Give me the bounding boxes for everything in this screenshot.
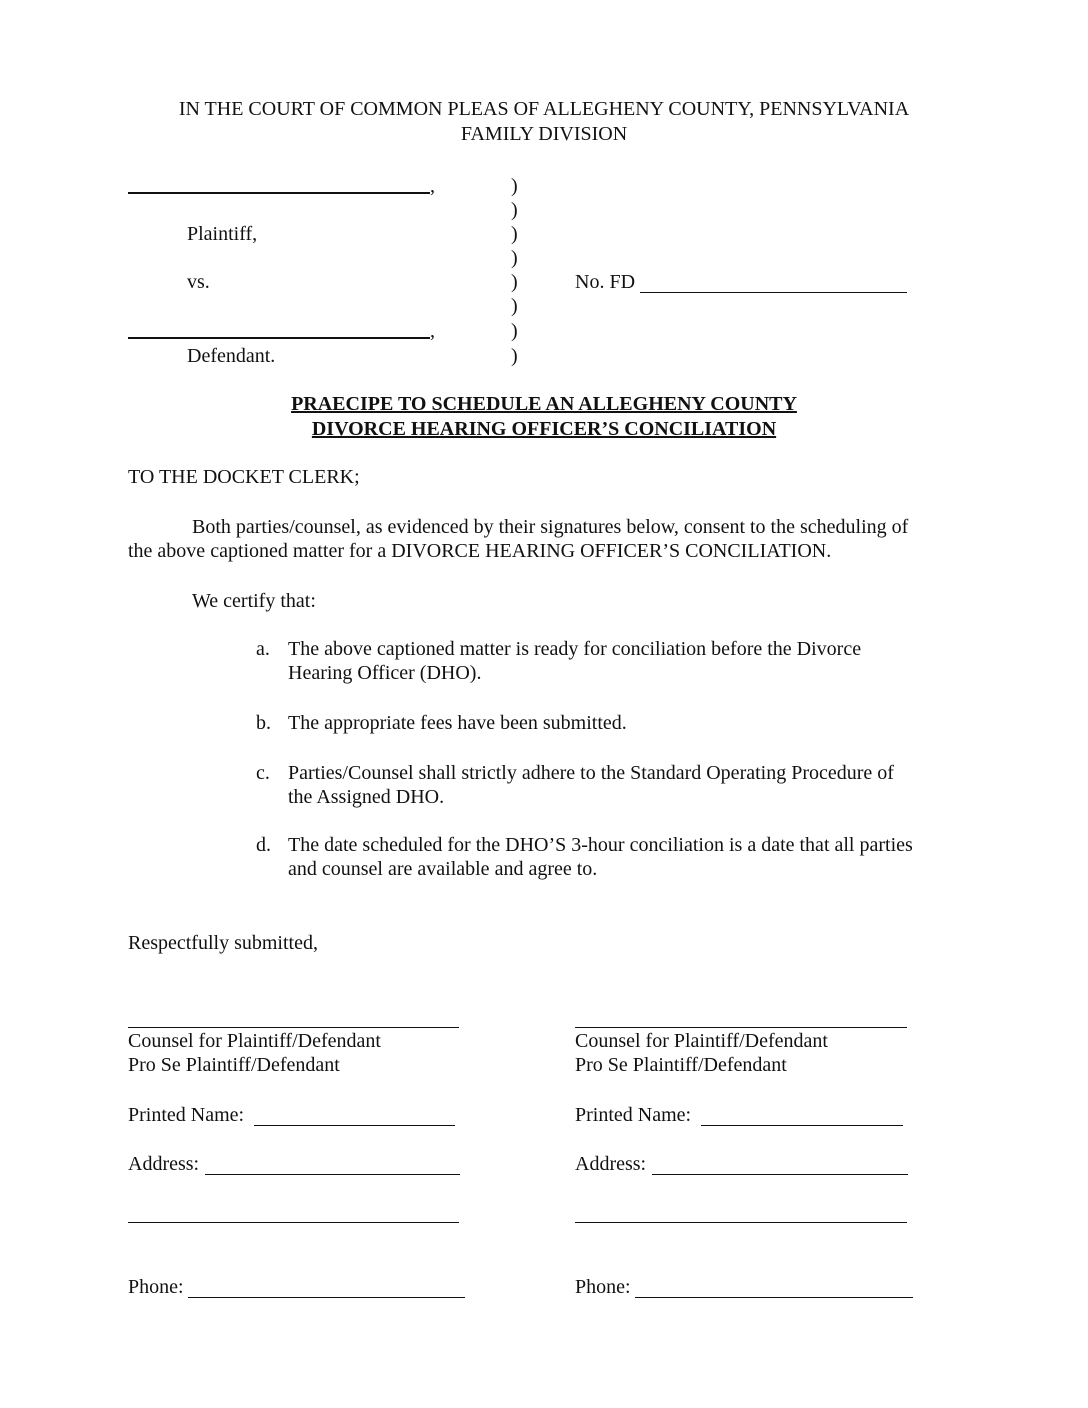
address-field-line2[interactable] xyxy=(575,1222,907,1223)
defendant-label: Defendant. xyxy=(187,345,276,367)
caption-paren: ) xyxy=(511,223,518,245)
caption-paren: ) xyxy=(511,345,518,367)
signature-line[interactable] xyxy=(575,1027,907,1028)
signature-role-alt: Pro Se Plaintiff/Defendant xyxy=(575,1054,787,1076)
caption-paren: ) xyxy=(511,175,518,197)
list-item-marker: a. xyxy=(256,638,270,660)
court-heading-line1: IN THE COURT OF COMMON PLEAS OF ALLEGHENY COUNTY, PENNSYLVANIA xyxy=(178,98,910,120)
list-item-text: The appropriate fees have been submitted. xyxy=(288,712,627,734)
signature-line[interactable] xyxy=(128,1027,459,1028)
printed-name-label: Printed Name: xyxy=(128,1104,245,1126)
caption-paren: ) xyxy=(511,199,518,221)
list-item-text: the Assigned DHO. xyxy=(288,786,445,808)
case-number-line[interactable] xyxy=(640,292,907,293)
salutation: TO THE DOCKET CLERK; xyxy=(128,466,360,488)
phone-label: Phone: xyxy=(128,1276,184,1298)
address-field-line2[interactable] xyxy=(128,1222,459,1223)
list-item-text: The date scheduled for the DHO’S 3-hour conciliation is a date that all parties xyxy=(288,834,913,856)
closing: Respectfully submitted, xyxy=(128,932,318,954)
certify-intro: We certify that: xyxy=(192,590,316,612)
list-item-text: Parties/Counsel shall strictly adhere to the Standard Operating Procedure of xyxy=(288,762,894,784)
printed-name-field[interactable] xyxy=(701,1125,903,1126)
consent-paragraph-line2: the above captioned matter for a DIVORCE HEARING OFFICER’S CONCILIATION. xyxy=(128,540,832,562)
list-item-text: The above captioned matter is ready for conciliation before the Divorce xyxy=(288,638,862,660)
plaintiff-comma: , xyxy=(430,175,435,197)
defendant-comma: , xyxy=(430,320,435,342)
address-label: Address: xyxy=(128,1153,200,1175)
phone-field[interactable] xyxy=(635,1297,913,1298)
plaintiff-label: Plaintiff, xyxy=(187,223,258,245)
phone-field[interactable] xyxy=(188,1297,465,1298)
caption-paren: ) xyxy=(511,295,518,317)
case-number-label: No. FD xyxy=(575,271,636,293)
caption-paren: ) xyxy=(511,320,518,342)
plaintiff-name-line[interactable] xyxy=(128,192,430,194)
address-field[interactable] xyxy=(652,1174,908,1175)
vs-label: vs. xyxy=(187,271,210,293)
signature-role-alt: Pro Se Plaintiff/Defendant xyxy=(128,1054,340,1076)
list-item-text: Hearing Officer (DHO). xyxy=(288,662,482,684)
document-title-line1: PRAECIPE TO SCHEDULE AN ALLEGHENY COUNTY xyxy=(291,393,797,415)
signature-role: Counsel for Plaintiff/Defendant xyxy=(575,1030,828,1052)
defendant-name-line[interactable] xyxy=(128,337,430,339)
address-field[interactable] xyxy=(205,1174,460,1175)
consent-paragraph-line1: Both parties/counsel, as evidenced by their signatures below, consent to the scheduling of xyxy=(192,516,909,538)
caption-paren: ) xyxy=(511,247,518,269)
printed-name-field[interactable] xyxy=(254,1125,455,1126)
list-item-marker: c. xyxy=(256,762,270,784)
list-item-marker: d. xyxy=(256,834,271,856)
document-title-line2: DIVORCE HEARING OFFICER’S CONCILIATION xyxy=(311,418,777,440)
caption-paren: ) xyxy=(511,271,518,293)
list-item-marker: b. xyxy=(256,712,271,734)
phone-label: Phone: xyxy=(575,1276,631,1298)
address-label: Address: xyxy=(575,1153,647,1175)
court-heading-line2: FAMILY DIVISION xyxy=(460,123,628,145)
list-item-text: and counsel are available and agree to. xyxy=(288,858,598,880)
printed-name-label: Printed Name: xyxy=(575,1104,692,1126)
signature-role: Counsel for Plaintiff/Defendant xyxy=(128,1030,381,1052)
